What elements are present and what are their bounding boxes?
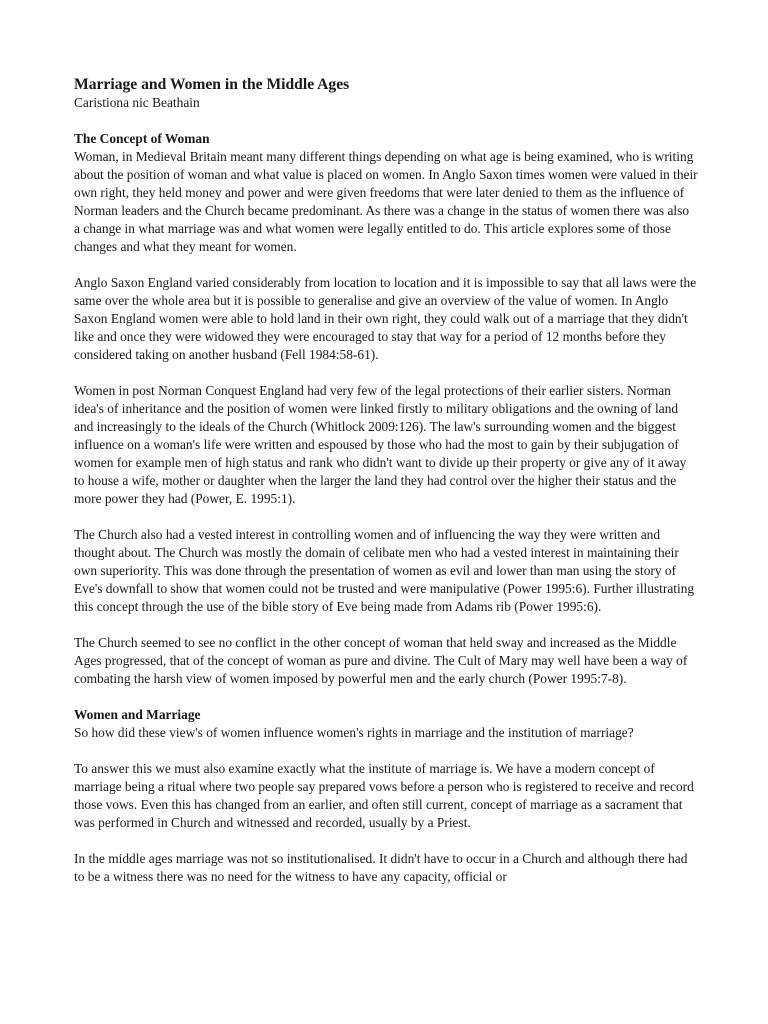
document-author: Caristiona nic Beathain [74, 95, 200, 110]
paragraph: In the middle ages marriage was not so institutionalised. It didn't have to occur in a Church and although there had to be a witness there was no need for the witness to have any capacity, official or [74, 851, 688, 884]
paragraph: Woman, in Medieval Britain meant many different things depending on what age is being examined, who is writing about the position of woman and what value is placed on women. In Anglo Saxon times women were valued in their own right, they held money and power and were given freedoms that were later denied to them as the influence of Norman leaders and the Church became predominant. As there was a change in the status of women there was also a change in what marriage was and what women were legally entitled to do. This article explores some of those changes and what they meant for women. [74, 149, 698, 254]
paragraph: Anglo Saxon England varied considerably from location to location and it is impossible to say that all laws were the same over the whole area but it is possible to generalise and give an overview of the value of women. In Anglo Saxon England women were able to hold land in their own right, they could walk out of a marriage that they didn't like and once they were widowed they were encouraged to stay that way for a period of 12 months before they considered taking on another husband (Fell 1984:58-61). [74, 275, 697, 362]
document-title: Marriage and Women in the Middle Ages [74, 76, 350, 93]
paragraph: Women in post Norman Conquest England had very few of the legal protections of their earlier sisters. Norman idea's of inheritance and the position of women were linked firstly to military obligations and the owning of land and increasingly to the ideals of the Church (Whitlock 2009:126). The law's surrounding women and the biggest influence on a woman's life were written and espoused by those who had the most to gain by their subjugation of women for example men of high status and rank who didn't want to divide up their property or give any of it away to house a wife, mother or daughter when the larger the land they had control over the higher their status and the more power they had (Power, E. 1995:1). [74, 383, 687, 506]
paragraph: To answer this we must also examine exactly what the institute of marriage is. We have a modern concept of marriage being a ritual where two people say prepared vows before a person who is registered to receive and record those vows. Even this has changed from an earlier, and often still current, concept of marriage as a sacrament that was performed in Church and witnessed and recorded, usually by a Priest. [74, 761, 694, 830]
document-page [74, 76, 698, 886]
section-heading-concept-of-woman: The Concept of Woman [74, 131, 210, 146]
paragraph: So how did these view's of women influence women's rights in marriage and the institution of marriage? [74, 725, 634, 740]
paragraph: The Church seemed to see no conflict in the other concept of woman that held sway and increased as the Middle Ages progressed, that of the concept of woman as pure and divine. The Cult of Mary may well have been a way of combating the harsh view of women imposed by powerful men and the early church (Power 1995:7-8). [74, 635, 688, 686]
paragraph: The Church also had a vested interest in controlling women and of influencing the way they were written and thought about. The Church was mostly the domain of celibate men who had a vested interest in maintaining their own superiority. This was done through the presentation of women as evil and lower than man using the story of Eve's downfall to show that women could not be trusted and were manipulative (Power 1995:6). Further illustrating this concept through the use of the bible story of Eve being made from Adams rib (Power 1995:6). [74, 527, 695, 614]
section-heading-women-and-marriage: Women and Marriage [74, 707, 201, 722]
